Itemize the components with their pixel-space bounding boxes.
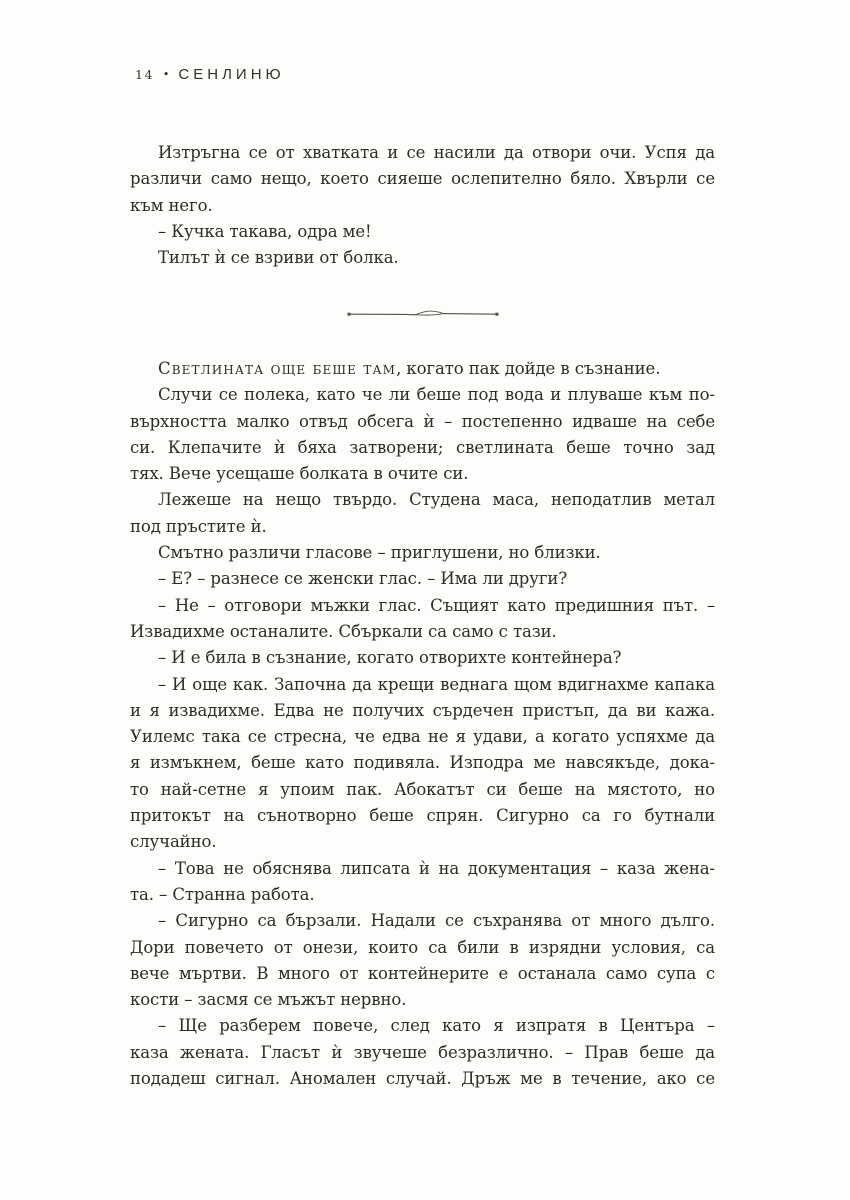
text-line: към него.	[130, 195, 213, 215]
text-line: я измъкнем, беше като подивяла. Изподра ме навсякъде, дока-	[130, 753, 715, 773]
running-title: СЕНЛИНЮ	[178, 66, 285, 83]
paragraph	[130, 382, 715, 487]
text-line: Смътно различи гласове – приглушени, но близки.	[158, 543, 601, 563]
text-line: – Не – отговори мъжки глас. Същият като предишния път. –	[158, 595, 715, 615]
header-separator-dot: •	[162, 68, 170, 81]
text-line: тях. Вече усещаше болката в очите си.	[130, 464, 469, 484]
paragraph	[130, 908, 715, 1013]
text-line: – Сигурно са бързали. Надали се съхранява от много дълго.	[158, 911, 715, 931]
text-line: – И е била в съзнание, когато отворихте контейнера?	[158, 648, 622, 668]
text-line: – Кучка такава, одра ме!	[158, 221, 372, 241]
text-line: та. – Странна работа.	[130, 884, 315, 904]
paragraph	[130, 540, 715, 566]
text-line: Изтръгна се от хватката и се насили да отвори очи. Успя да	[158, 143, 715, 162]
text-line: Лежеше на нещо твърдо. Студена маса, неподатлив метал	[158, 490, 715, 510]
paragraph	[130, 219, 715, 245]
text-line: то най-сетне я упоим пак. Абокатът си беше на мястото, но	[130, 779, 715, 799]
text-line: – Е? – разнесе се женски глас. – Има ли други?	[158, 569, 568, 589]
text-line: – Това не обяснява липсата ѝ на документация – каза жена-	[158, 858, 715, 878]
text-line: – И още как. Започна да крещи веднага щом вдигнахме капака	[158, 674, 715, 694]
text-line: под пръстите ѝ.	[130, 516, 267, 536]
paragraph	[130, 856, 715, 909]
text-line: и я извадихме. Едва не получих сърдечен пристъп, да ви кажа.	[130, 700, 715, 720]
text-line: Извадихме останалите. Сбъркали са само с тази.	[130, 621, 557, 641]
text-line: различи само нещо, което сияеше ослепително бяло. Хвърли се	[130, 169, 715, 189]
paragraph	[130, 140, 715, 219]
text-line: – Ще разберем повече, след като я изпратя в Центъра –	[158, 1016, 715, 1036]
text-line: Тилът ѝ се взриви от болка.	[158, 248, 399, 268]
page-header	[135, 66, 285, 83]
text-line: случайно.	[130, 832, 217, 852]
paragraph	[130, 245, 715, 271]
text-line: върхността малко отвъд обсега ѝ – постепенно идваше на себе	[130, 411, 715, 431]
paragraph	[130, 566, 715, 592]
paragraph	[130, 487, 715, 540]
paragraph	[130, 672, 715, 856]
text-line: каза жената. Гласът ѝ звучеше безразлично. – Прав беше да	[130, 1042, 715, 1062]
body-text	[130, 140, 715, 1092]
section-divider	[130, 271, 715, 356]
text-line: Случи се полека, като че ли беше под вода и плуваше към по-	[158, 385, 715, 405]
text-line: Светлината още беше там, когато пак дойде в съзнание.	[158, 358, 661, 378]
text-line: вече мъртви. В много от контейнерите е останала само супа с	[130, 963, 715, 983]
text-line: подадеш сигнал. Аномален случай. Дръж ме в течение, ако се	[130, 1069, 715, 1088]
text-line: си. Клепачите ѝ бяха затворени; светлината беше точно зад	[130, 437, 715, 457]
page-number: 14	[135, 67, 154, 82]
paragraph	[130, 1013, 715, 1092]
paragraph	[130, 593, 715, 646]
paragraph	[130, 645, 715, 671]
text-line: кости – засмя се мъжът нервно.	[130, 990, 407, 1010]
paragraph	[130, 356, 715, 382]
text-line: Уилемс така се стресна, че едва не я удави, а когато успяхме да	[130, 727, 715, 747]
text-line: Дори повечето от онези, които са били в изрядни условия, са	[130, 937, 715, 957]
divider-ornament-icon	[347, 307, 499, 321]
text-line: притокът на сънотворно беше спрян. Сигурно са го бутнали	[130, 806, 715, 826]
small-caps-lead: Светлината още беше там	[158, 358, 397, 378]
